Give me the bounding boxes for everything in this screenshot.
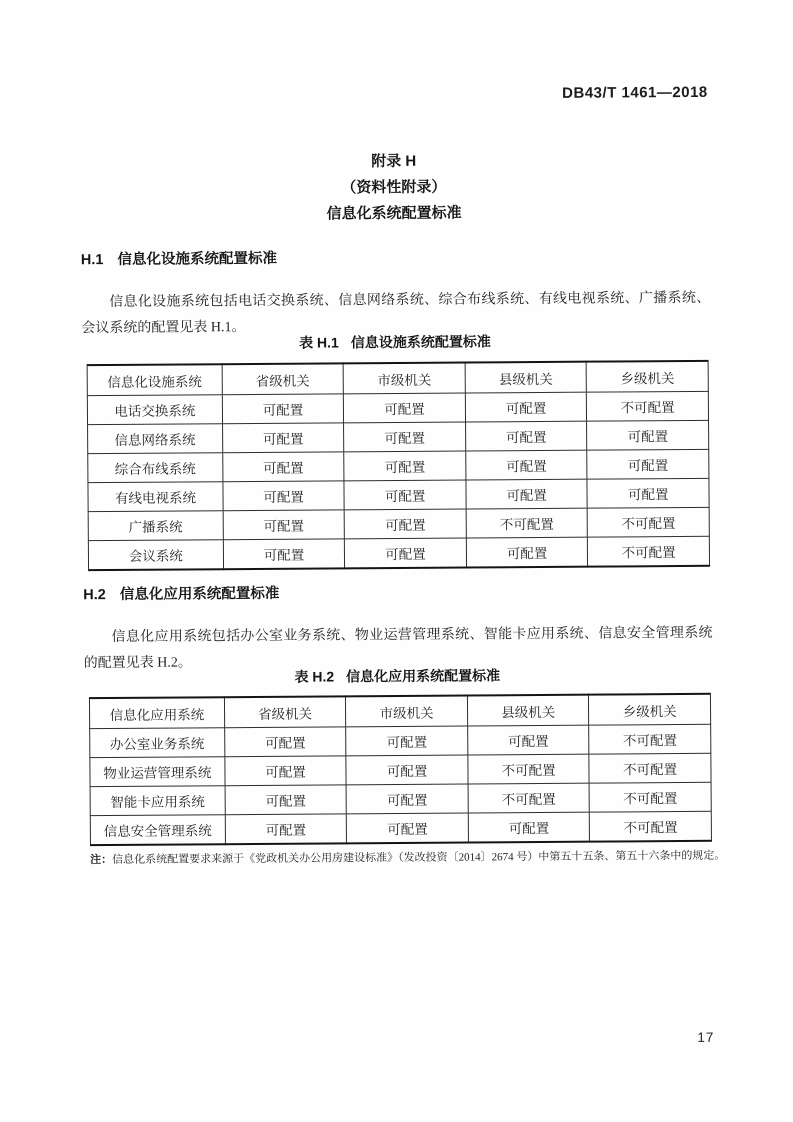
table-row <box>90 782 711 815</box>
config-value-cell: 可配置 <box>222 452 344 482</box>
config-value-cell: 可配置 <box>345 538 467 568</box>
table-h2-caption-label: 表 H.2 <box>294 668 335 685</box>
section-h2-paragraph: 信息化应用系统包括办公室业务系统、物业运营管理系统、智能卡应用系统、信息安全管理系统的配置见表 H.2。 <box>83 625 713 672</box>
table-header-cell: 县级机关 <box>465 362 587 393</box>
config-value-cell: 可配置 <box>587 420 709 450</box>
row-label-cell: 物业运营管理系统 <box>90 757 225 787</box>
appendix-title-line1: 附录 H <box>371 152 417 171</box>
table-header-cell: 省级机关 <box>222 363 344 394</box>
row-label-cell: 有线电视系统 <box>88 482 223 512</box>
table-row <box>87 391 708 424</box>
table-header-cell: 市级机关 <box>343 363 465 394</box>
section-h2-heading <box>83 582 279 604</box>
note-label: 注： <box>90 853 113 867</box>
table-row <box>88 536 709 570</box>
appendix-title-line3: 信息化系统配置标准 <box>326 204 462 223</box>
config-value-cell: 可配置 <box>344 480 466 510</box>
config-value-cell: 不可配置 <box>588 507 710 537</box>
config-value-cell: 可配置 <box>344 451 466 481</box>
config-value-cell: 可配置 <box>222 394 344 424</box>
config-value-cell: 可配置 <box>467 725 589 755</box>
table-row <box>88 420 709 453</box>
row-label-cell: 办公室业务系统 <box>90 728 225 758</box>
config-value-cell: 可配置 <box>224 727 346 757</box>
table-h2-caption-text: 信息化应用系统配置标准 <box>346 667 501 685</box>
table-header-cell: 乡级机关 <box>587 361 709 392</box>
config-value-cell: 可配置 <box>346 726 468 756</box>
table-header-cell: 省级机关 <box>224 696 346 727</box>
config-value-cell: 可配置 <box>225 785 347 815</box>
config-value-cell: 可配置 <box>468 812 590 842</box>
table-h1-caption-label: 表 H.1 <box>299 334 339 351</box>
table-h1 <box>87 360 710 571</box>
row-label-cell: 智能卡应用系统 <box>90 786 225 816</box>
table-h2-note <box>90 848 730 868</box>
table-row <box>88 507 709 540</box>
section-h2-title: 信息化应用系统配置标准 <box>119 585 280 603</box>
config-value-cell: 可配置 <box>223 510 345 540</box>
config-value-cell: 可配置 <box>346 755 468 785</box>
table-header-cell: 县级机关 <box>467 695 589 726</box>
appendix-title-line2: （资料性附录） <box>341 178 447 197</box>
note-text: 信息化系统配置要求来源于《党政机关办公用房建设标准》（发改投资〔2014〕2674 号）中第五十五条、第五十六条中的规定。 <box>112 849 726 866</box>
appendix-title-block <box>0 146 791 230</box>
table-header-cell: 乡级机关 <box>589 694 711 725</box>
config-value-cell: 可配置 <box>223 539 345 569</box>
standard-code-header: DB43/T 1461—2018 <box>562 83 708 102</box>
config-value-cell: 可配置 <box>465 421 587 451</box>
config-value-cell: 可配置 <box>225 814 347 844</box>
section-h1-title: 信息化设施系统配置标准 <box>117 250 278 268</box>
section-h2-number: H.2 <box>83 587 106 604</box>
config-value-cell: 可配置 <box>347 813 469 843</box>
row-label-cell: 广播系统 <box>88 511 223 541</box>
section-h1-paragraph: 信息化设施系统包括电话交换系统、信息网络系统、综合布线系统、有线电视系统、广播系统、会议系统的配置见表 H.1。 <box>81 290 711 337</box>
table-header-cell: 信息化应用系统 <box>89 697 224 728</box>
config-value-cell: 不可配置 <box>589 753 711 783</box>
table-row <box>88 449 709 482</box>
config-value-cell: 不可配置 <box>589 782 711 812</box>
table-row <box>90 811 711 845</box>
config-value-cell: 可配置 <box>465 392 587 422</box>
config-value-cell: 可配置 <box>466 479 588 509</box>
table-header-cell: 信息化设施系统 <box>87 364 222 395</box>
config-value-cell: 可配置 <box>466 537 588 567</box>
config-value-cell: 可配置 <box>222 423 344 453</box>
table-row <box>90 753 711 786</box>
config-value-cell: 不可配置 <box>590 811 712 841</box>
config-value-cell: 可配置 <box>223 481 345 511</box>
table-h2-caption <box>1 663 793 689</box>
row-label-cell: 会议系统 <box>88 540 223 570</box>
config-value-cell: 可配置 <box>346 784 468 814</box>
config-value-cell: 可配置 <box>466 450 588 480</box>
row-label-cell: 电话交换系统 <box>87 395 222 425</box>
config-value-cell: 可配置 <box>344 422 466 452</box>
row-label-cell: 信息安全管理系统 <box>90 815 225 845</box>
config-value-cell: 可配置 <box>587 449 709 479</box>
table-row <box>88 478 709 511</box>
config-value-cell: 不可配置 <box>468 783 590 813</box>
table-header-row <box>87 361 708 396</box>
section-h1-number: H.1 <box>80 252 104 269</box>
config-value-cell: 可配置 <box>225 756 347 786</box>
config-value-cell: 不可配置 <box>589 724 711 754</box>
config-value-cell: 不可配置 <box>468 754 590 784</box>
config-value-cell: 可配置 <box>587 478 709 508</box>
page-number: 17 <box>697 1029 715 1045</box>
table-h2 <box>89 693 712 846</box>
table-header-row <box>89 694 710 729</box>
config-value-cell: 不可配置 <box>587 391 709 421</box>
row-label-cell: 综合布线系统 <box>88 453 223 483</box>
config-value-cell: 不可配置 <box>588 536 710 566</box>
config-value-cell: 不可配置 <box>466 508 588 538</box>
row-label-cell: 信息网络系统 <box>88 424 223 454</box>
config-value-cell: 可配置 <box>344 393 466 423</box>
table-header-cell: 市级机关 <box>346 696 468 727</box>
table-h1-caption <box>0 329 792 355</box>
table-h1-caption-text: 信息设施系统配置标准 <box>350 333 491 351</box>
config-value-cell: 可配置 <box>344 509 466 539</box>
section-h1-heading <box>81 247 277 269</box>
table-row <box>90 724 711 757</box>
